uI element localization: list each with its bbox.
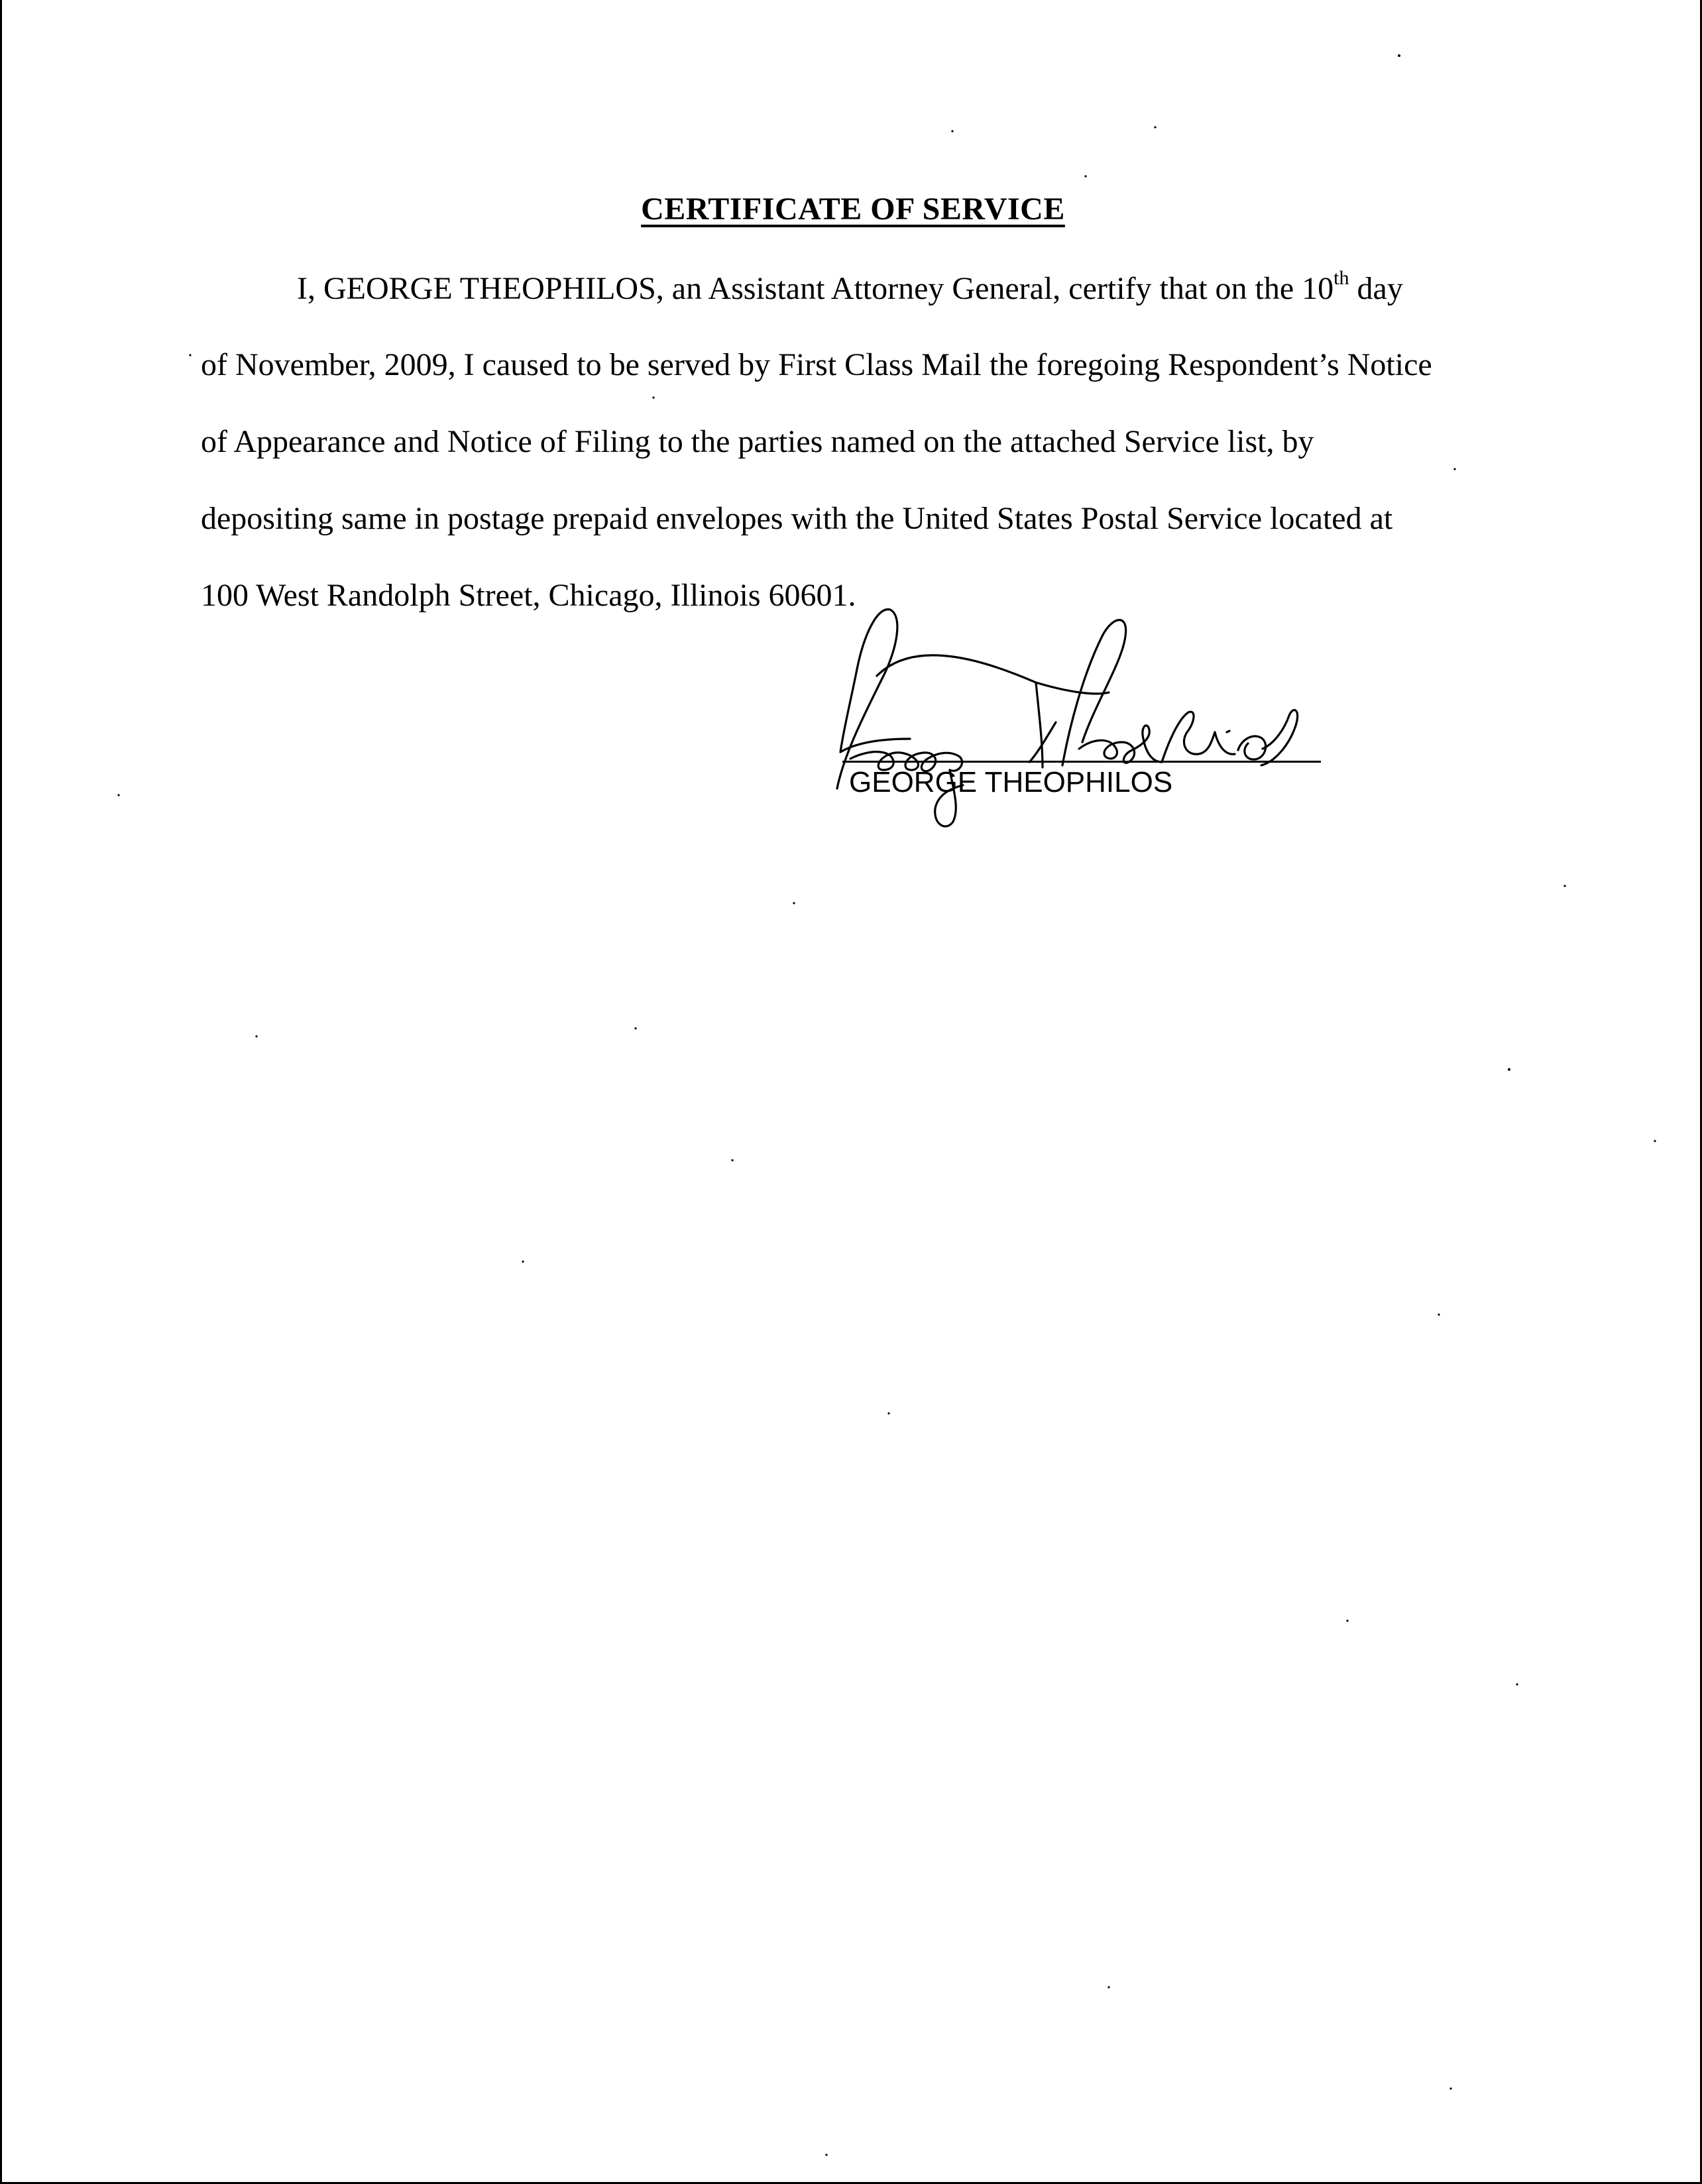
handwritten-signature [817,596,1347,835]
signer-printed-name: GEORGE THEOPHILOS [849,766,1173,798]
body-line-5: 100 West Randolph Street, Chicago, Illinois 60601. [201,578,856,613]
scan-specks [2,0,1702,2184]
body-line-1-text: I, GEORGE THEOPHILOS, an Assistant Attorney General, certify that on the 10 [297,271,1334,306]
body-line-4: depositing same in postage prepaid envelopes with the United States Postal Service located at [201,501,1393,536]
body-line-1 [297,267,1403,307]
body-line-3: of Appearance and Notice of Filing to the parties named on the attached Service list, by [201,424,1314,459]
ordinal-suffix: th [1333,267,1349,289]
document-title: CERTIFICATE OF SERVICE [641,191,1065,227]
body-line-2: of November, 2009, I caused to be served by First Class Mail the foregoing Respondent’s Notice [201,347,1432,382]
signature-block [817,596,1347,835]
body-line-1-end: day [1349,271,1403,306]
signature-line [842,761,1321,763]
